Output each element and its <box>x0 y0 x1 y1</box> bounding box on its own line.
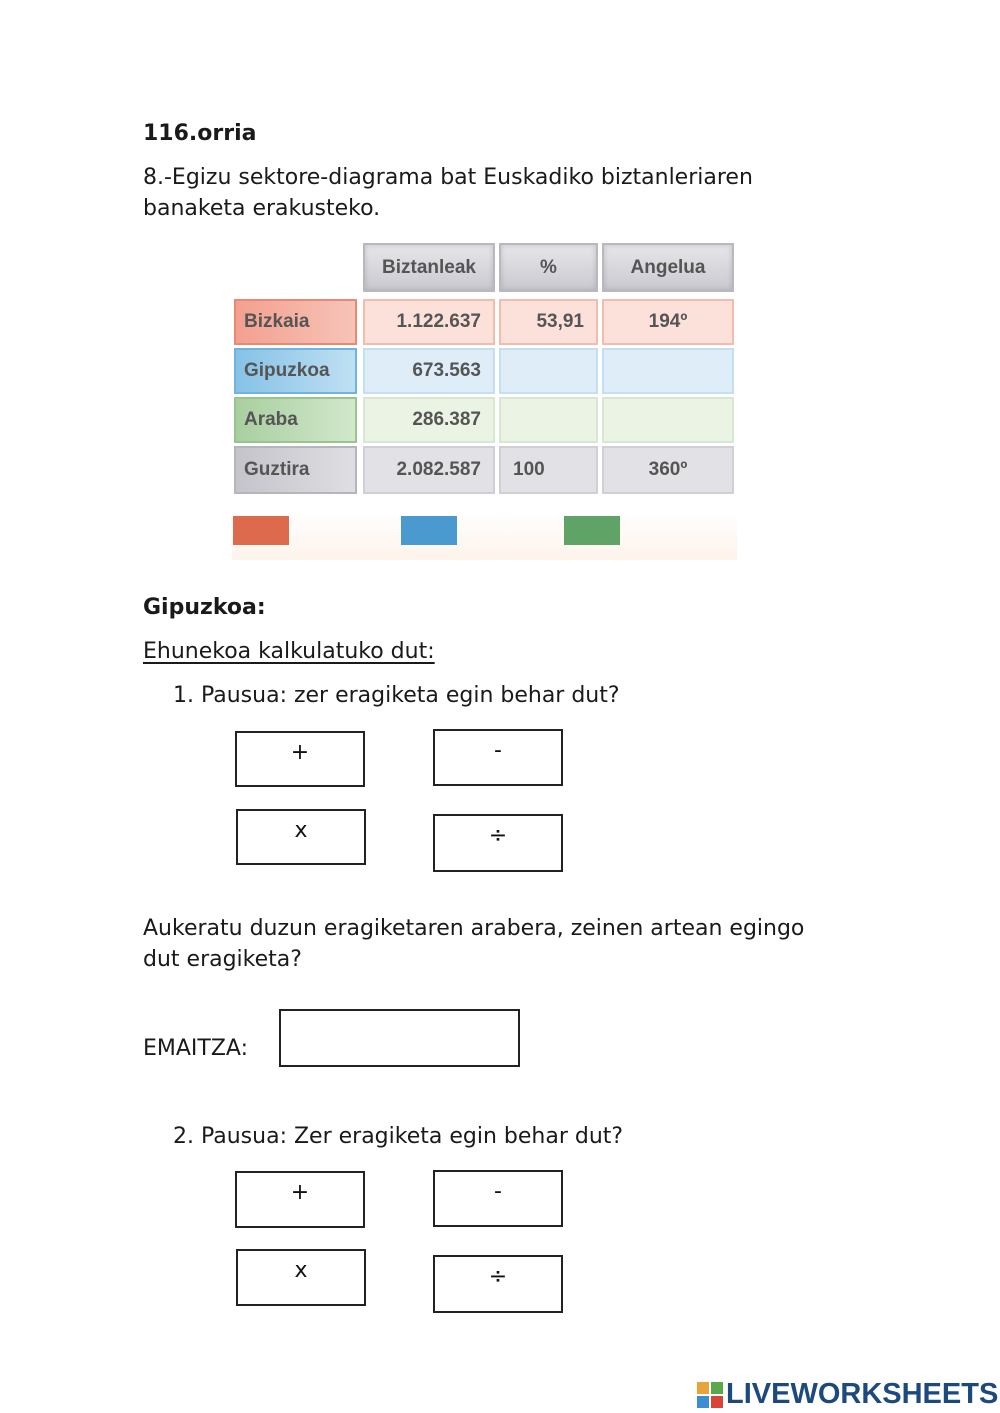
row-label-bizkaia: Bizkaia <box>234 299 357 345</box>
cell-angle-gipuzkoa <box>602 348 734 394</box>
question-line-1: Aukeratu duzun eragiketaren arabera, zeinen artean egingo <box>143 916 805 941</box>
header-angle: Angelua <box>602 243 734 292</box>
result-label: EMAITZA: <box>143 1036 249 1061</box>
logo-text: LIVEWORKSHEETS <box>726 1378 999 1410</box>
header-population: Biztanleak <box>363 243 495 292</box>
cell-percent-guztira: 100 <box>499 446 598 494</box>
row-label-araba: Araba <box>234 397 357 443</box>
question-line-2: dut eragiketa? <box>143 947 302 972</box>
legend-swatch-araba <box>564 516 620 545</box>
cell-angle-guztira: 360º <box>602 446 734 494</box>
step2-multiply-option[interactable]: x <box>236 1249 366 1306</box>
step1-multiply-option[interactable]: x <box>236 809 366 865</box>
cell-population-araba: 286.387 <box>363 397 495 443</box>
cell-population-gipuzkoa: 673.563 <box>363 348 495 394</box>
cell-percent-bizkaia: 53,91 <box>499 299 598 345</box>
step2-prompt: 2. Pausua: Zer eragiketa egin behar dut? <box>173 1124 624 1149</box>
step2-divide-option[interactable]: ÷ <box>433 1255 563 1313</box>
task-line-1: 8.-Egizu sektore-diagrama bat Euskadiko biztanleriaren <box>143 165 753 190</box>
cell-population-guztira: 2.082.587 <box>363 446 495 494</box>
step1-divide-option[interactable]: ÷ <box>433 814 563 872</box>
step1-prompt: 1. Pausua: zer eragiketa egin behar dut? <box>173 683 620 708</box>
step2-minus-option[interactable]: - <box>433 1170 563 1227</box>
logo-mark-icon <box>697 1382 723 1408</box>
cell-angle-bizkaia: 194º <box>602 299 734 345</box>
result-input[interactable] <box>279 1009 520 1067</box>
step1-plus-option[interactable]: + <box>235 731 365 787</box>
cell-percent-gipuzkoa <box>499 348 598 394</box>
step1-minus-option[interactable]: - <box>433 729 563 786</box>
row-label-gipuzkoa: Gipuzkoa <box>234 348 357 394</box>
header-percent: % <box>499 243 598 292</box>
row-label-guztira: Guztira <box>234 446 357 494</box>
section-title: Gipuzkoa: <box>143 595 266 620</box>
cell-percent-araba <box>499 397 598 443</box>
section-subtitle: Ehunekoa kalkulatuko dut: <box>143 639 435 664</box>
liveworksheets-logo <box>697 1378 998 1411</box>
legend-swatch-gipuzkoa <box>401 516 457 545</box>
task-line-2: banaketa erakusteko. <box>143 196 381 221</box>
step2-plus-option[interactable]: + <box>235 1171 365 1228</box>
cell-angle-araba <box>602 397 734 443</box>
page-title: 116.orria <box>143 121 257 146</box>
cell-population-bizkaia: 1.122.637 <box>363 299 495 345</box>
legend-swatch-bizkaia <box>233 516 289 545</box>
